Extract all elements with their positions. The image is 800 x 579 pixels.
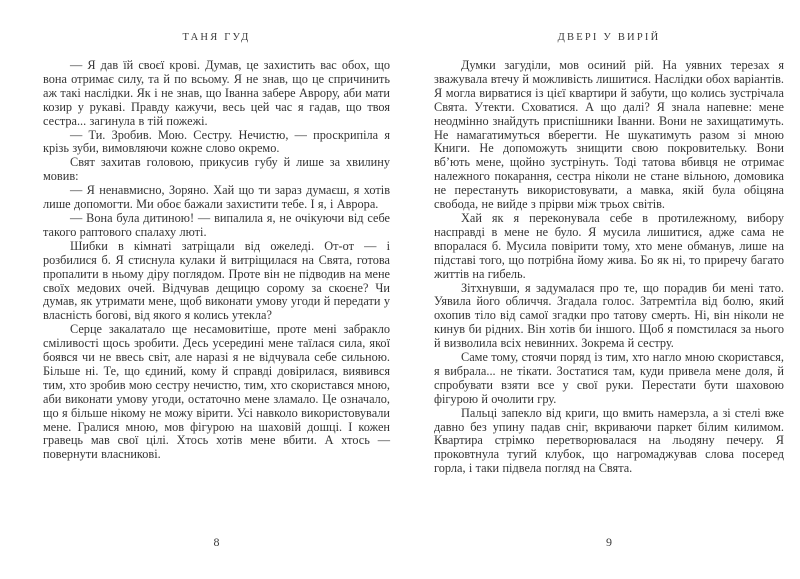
paragraph: Шибки в кімнаті затріщали від ожеледі. От-от — і розбилися б. Я стиснула кулаки й витріщилася на Свята, готова пропалити в ньому діру поглядом. Проте він не підводив на мене своїх медових очей. Відчував дещицю сорому за скоєне? Чи думав, як утримати мене, щоб виконати умову угоди й передати у власність богові, від якого я колись утекла? (43, 238, 390, 323)
page-number-right: 9 (606, 535, 612, 549)
paragraph: Думки загуділи, мов осиний рій. На уявних терезах я зважувала втечу й можливість лишитися. Наслідки обох варіантів. Я могла вирватися із цієї квартири й забути, що колись зустрічала Свята. Утекти. Сховатися. А що далі? Я знала напевне: мене неодмінно знайдуть приспішники Іванни. Вони не захищатимуть. Не намагатимуться вберегти. Не шукатимуть разом зі мною Книги. Не допоможуть знищити свою покровительку. Вони вб’ють мене, щойно зустрінуть. Тоді татова вбивця не отримає належного покарання, сестра ніколи не стане вільною, домовика не перестануть використовувати, а мавка, якій була обіцяна свобода, не вийде з прірви між трьох світів. (434, 58, 784, 212)
page-body-left (43, 59, 390, 462)
paragraph: Саме тому, стоячи поряд із тим, хто нагло мною скористався, я вибрала... не тікати. Зостатися там, куди привела мене доля, й спробувати взяти все у свої руки. Перестати бути шаховою фігурою й очолити гру. (434, 350, 784, 406)
paragraph: Зітхнувши, я задумалася про те, що порадив би мені тато. Уявила його обличчя. Згадала голос. Затремтіла від болю, який охопив тіло від самої згадки про татову смерть. Ні, він ніколи не кинув би рідних. Він хотів би іншого. Щоб я помстилася за нього й визволила всіх невинних. Зокрема й сестру. (434, 280, 784, 351)
paragraph: Пальці запекло від криги, що вмить намерзла, а зі стелі вже давно без упину падав сніг, вкриваючи паркет білим килимом. Квартира стрімко перетворювалася на льодяну печеру. Я проковтнула тугий клубок, що нагромаджував слова посеред горла, і таки підвела погляд на Свята. (434, 405, 784, 476)
paragraph: Серце закалатало ще несамовитіше, проте мені забракло сміливості щось зробити. Десь усередині мене таїлася сила, якої боявся чи не ввесь світ, але наразі я не відчувала себе сильною. Більше ні. Те, що єдиний, кому й справді довірилася, виявився тим, хто зробив мою сестру нечистю, тим, хто скористався мною, аби виконати умову угоди, остаточно мене зламало. Це означало, що я більше нікому не можу вірити. Усі навколо використовували мене. Гралися мною, мов фігурою на шаховій дошці. І кожен гравець мав свої цілі. Хтось хотів мене вбити. А хтось — повернути власникові. (43, 322, 390, 462)
running-header-right: ДВЕРІ У ВИРІЙ (557, 32, 661, 43)
paragraph: Хай як я переконувала себе в протилежному, вибору насправді в мене не було. Я мусила лишитися, адже сама не впоралася б. Мусила повірити тому, хто мене обманув, лише на підставі того, що потрібна йому жива. Бо як ні, то приречу багато життів на гибель. (434, 210, 784, 281)
page-number-left: 8 (213, 535, 220, 549)
paragraph: — Вона була дитиною! — випалила я, не очікуючи від себе такого раптового спалаху люті. (43, 210, 390, 239)
book-page-left (43, 32, 390, 462)
book-page-right (434, 32, 784, 476)
paragraph: — Я дав їй своєї крові. Думав, це захистить вас обох, що вона отримає силу, та й по всьому. Я не знав, що це спричинить аж такі наслідки. Як і не знав, що Іванна забере Аврору, аби мати козир у рукаві. Правду кажучи, весь цей час я гадав, що твоя сестра... загинула в тій пожежі. (43, 58, 390, 128)
paragraph: — Ти. Зробив. Мою. Сестру. Нечистю, — проскрипіла я крізь зуби, вимовляючи кожне слово окремо. (43, 127, 390, 156)
paragraph: Свят захитав головою, прикусив губу й лише за хвилину мовив: (43, 155, 390, 184)
page-body-right (434, 59, 784, 476)
paragraph: — Я ненавмисно, Зоряно. Хай що ти зараз думаєш, я хотів лише допомогти. Ми обоє бажали захистити тебе. І я, і Аврора. (43, 183, 390, 212)
running-header-left: ТАНЯ ГУД (182, 32, 251, 43)
